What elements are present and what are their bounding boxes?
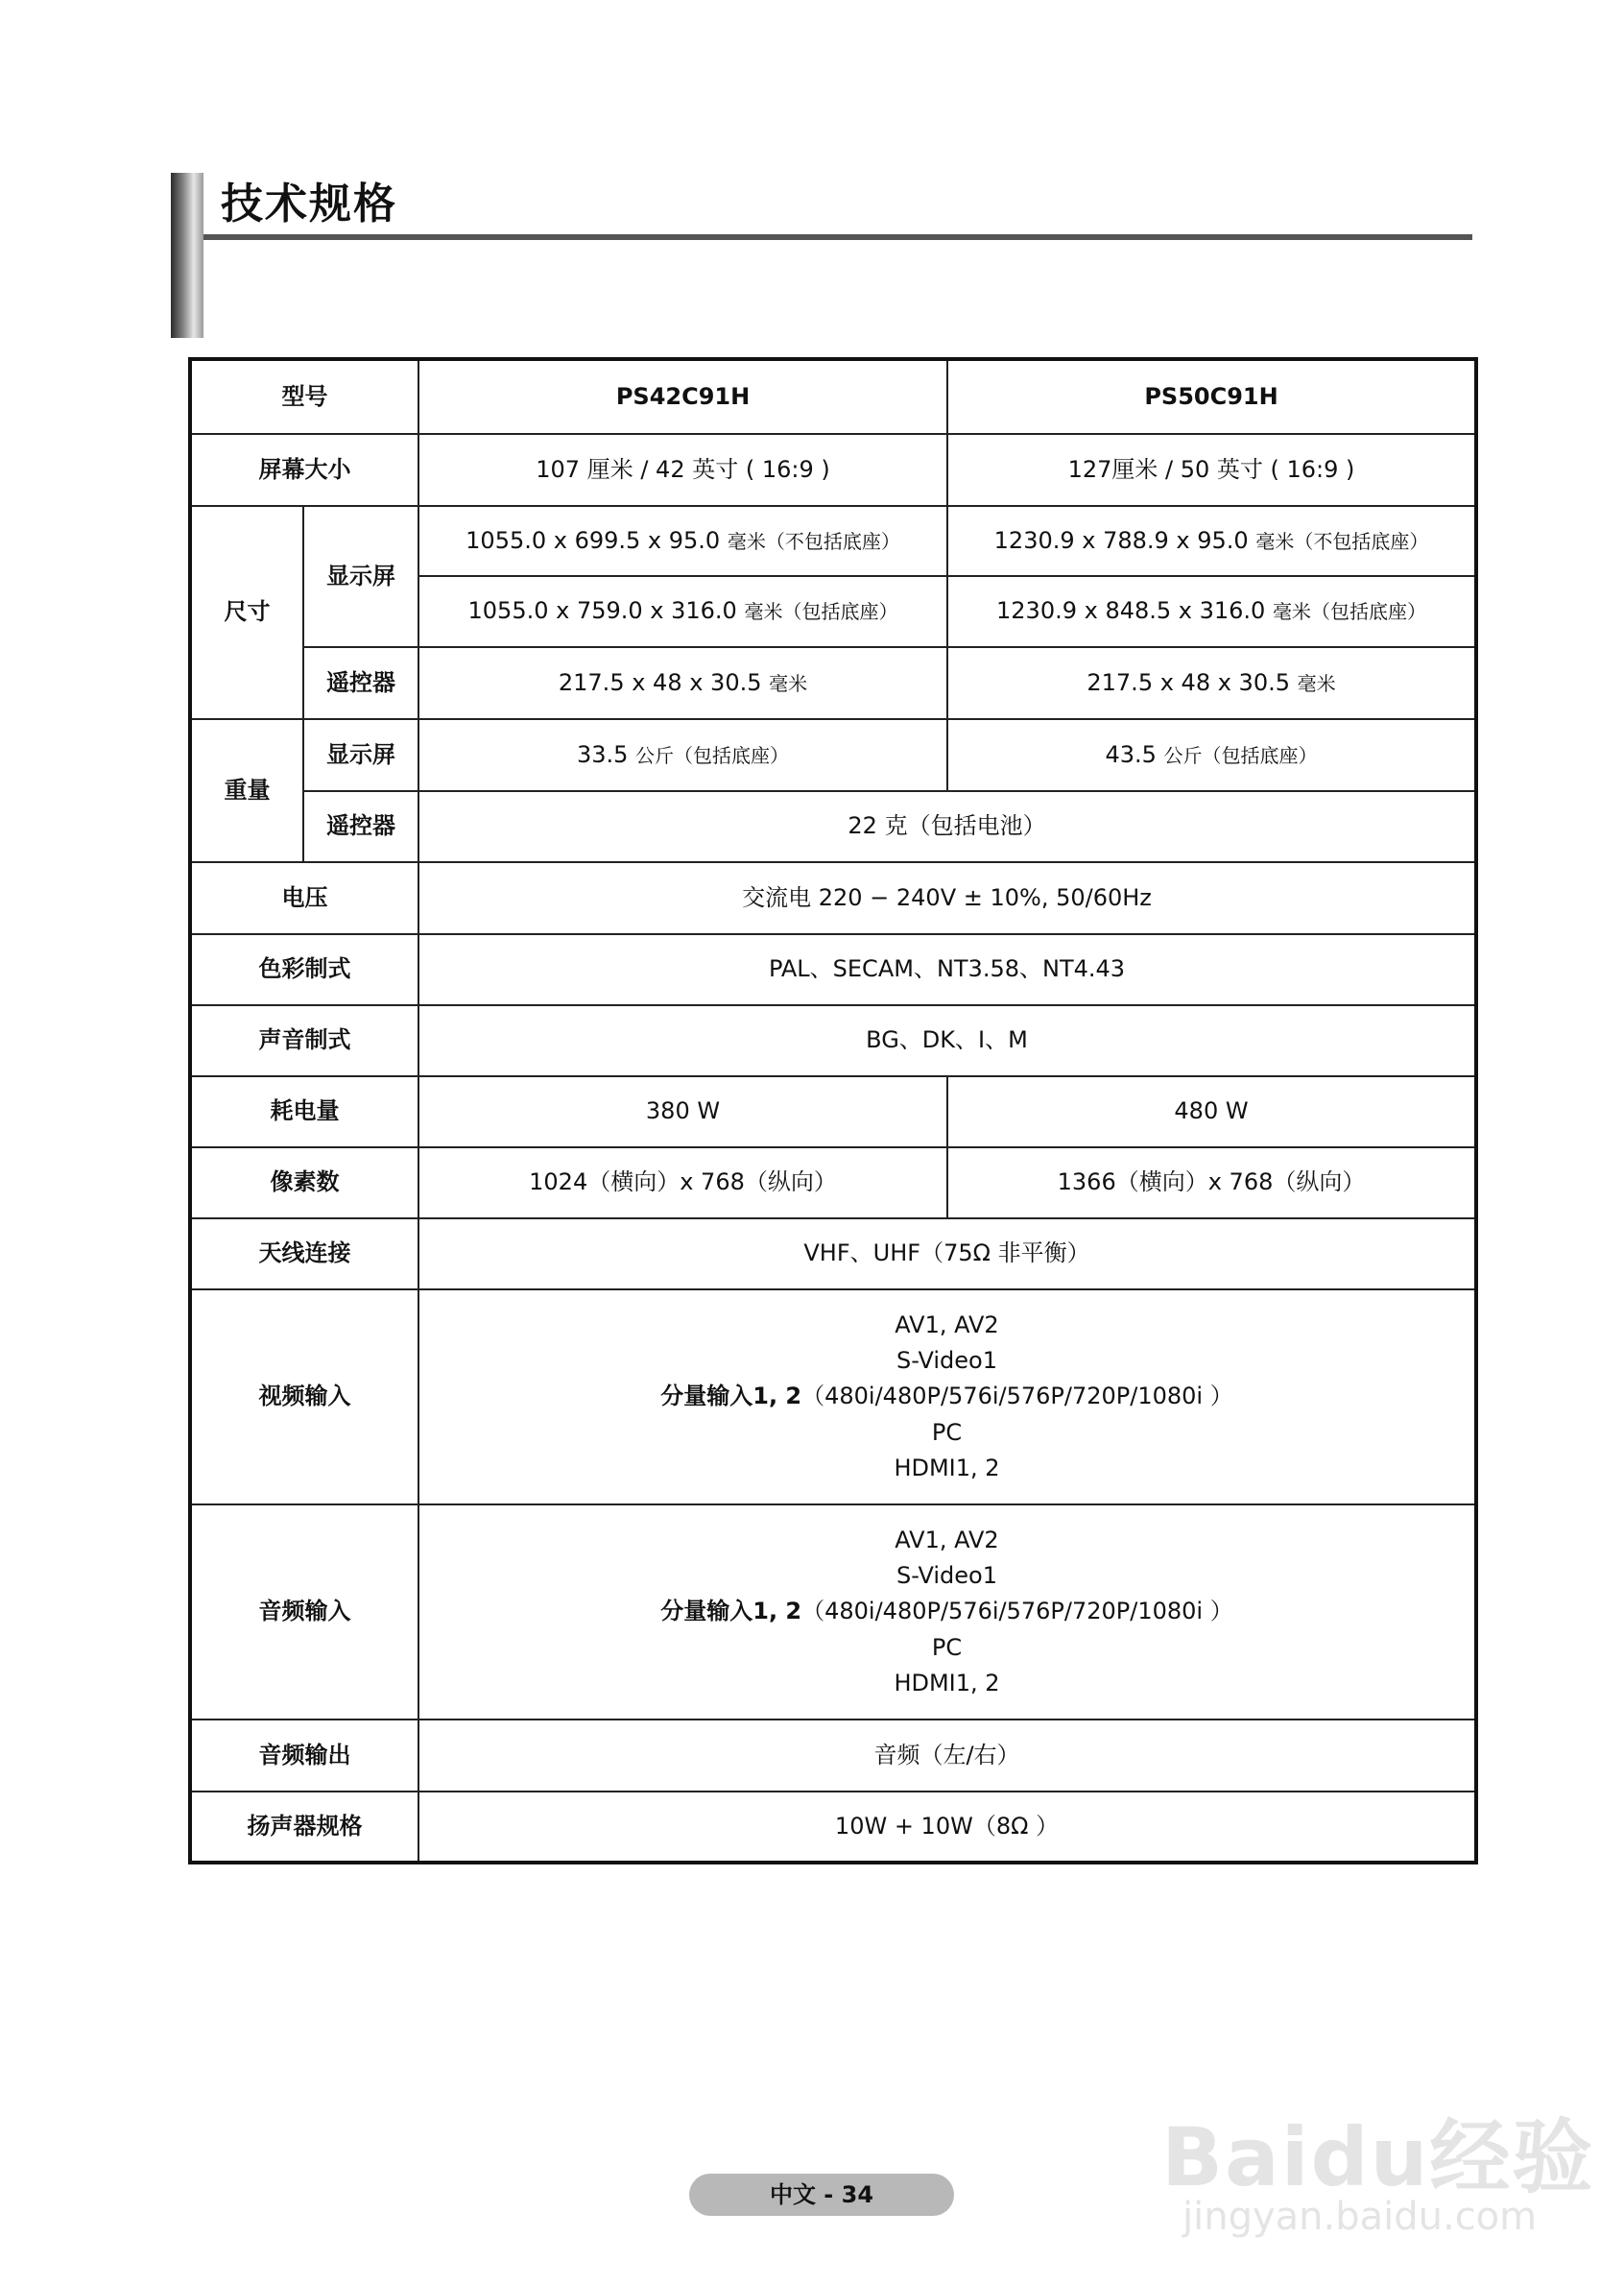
antenna-value: VHF、UHF（75Ω 非平衡） <box>418 1218 1476 1289</box>
baidu-watermark-logo: Baidu经验 <box>1161 2110 1595 2204</box>
antenna-label: 天线连接 <box>190 1218 418 1289</box>
weight-display-1: 33.5 公斤（包括底座） <box>418 719 947 791</box>
dimensions-no-stand-1: 1055.0 x 699.5 x 95.0 毫米（不包括底座） <box>418 506 947 576</box>
audio-input-hdmi: HDMI1, 2 <box>894 1669 1000 1696</box>
audio-input-svideo: S-Video1 <box>896 1562 997 1590</box>
table-row <box>190 647 1476 719</box>
pixels-label: 像素数 <box>190 1147 418 1218</box>
speaker-label: 扬声器规格 <box>190 1792 418 1863</box>
power-2: 480 W <box>947 1076 1476 1147</box>
screen-size-2: 127厘米 / 50 英寸 ( 16:9 ) <box>947 434 1476 506</box>
video-input-svideo: S-Video1 <box>896 1347 997 1375</box>
dimensions-label: 尺寸 <box>190 506 303 719</box>
sound-system-value: BG、DK、I、M <box>418 1005 1476 1076</box>
audio-output-value: 音频（左/右） <box>418 1720 1476 1792</box>
audio-input-label: 音频输入 <box>190 1504 418 1720</box>
table-row <box>190 1504 1476 1720</box>
page-number-footer: 中文 - 34 <box>689 2174 954 2216</box>
dimensions-remote-1: 217.5 x 48 x 30.5 毫米 <box>418 647 947 719</box>
dimensions-remote-label: 遥控器 <box>303 647 418 719</box>
page-title: 技术规格 <box>221 180 397 228</box>
audio-input-component: 分量输入1, 2（480i/480P/576i/576P/720P/1080i ） <box>660 1598 1233 1625</box>
power-label: 耗电量 <box>190 1076 418 1147</box>
speaker-value: 10W + 10W（8Ω ） <box>418 1792 1476 1863</box>
voltage-label: 电压 <box>190 862 418 934</box>
screen-size-1: 107 厘米 / 42 英寸 ( 16:9 ) <box>418 434 947 506</box>
video-input-label: 视频输入 <box>190 1289 418 1504</box>
table-row <box>190 1289 1476 1504</box>
pixels-2: 1366（横向）x 768（纵向） <box>947 1147 1476 1218</box>
model-1: PS42C91H <box>418 359 947 434</box>
dimensions-remote-2: 217.5 x 48 x 30.5 毫米 <box>947 647 1476 719</box>
screen-size-label: 屏幕大小 <box>190 434 418 506</box>
video-input-hdmi: HDMI1, 2 <box>894 1454 1000 1481</box>
table-row <box>190 791 1476 862</box>
dimensions-with-stand-1: 1055.0 x 759.0 x 316.0 毫米（包括底座） <box>418 576 947 647</box>
table-row <box>190 1218 1476 1289</box>
weight-label: 重量 <box>190 719 303 862</box>
table-row <box>190 934 1476 1005</box>
table-row <box>190 434 1476 506</box>
table-row <box>190 1792 1476 1863</box>
audio-output-label: 音频输出 <box>190 1720 418 1792</box>
weight-remote-label: 遥控器 <box>303 791 418 862</box>
model-label: 型号 <box>190 359 418 434</box>
table-row <box>190 862 1476 934</box>
table-row <box>190 1147 1476 1218</box>
voltage-value: 交流电 220 − 240V ± 10%, 50/60Hz <box>418 862 1476 934</box>
video-input-pc: PC <box>931 1418 963 1446</box>
audio-input-av: AV1, AV2 <box>895 1527 999 1554</box>
table-row <box>190 1076 1476 1147</box>
table-row <box>190 359 1476 434</box>
video-input-component: 分量输入1, 2（480i/480P/576i/576P/720P/1080i ） <box>660 1383 1233 1410</box>
dimensions-with-stand-2: 1230.9 x 848.5 x 316.0 毫米（包括底座） <box>947 576 1476 647</box>
audio-input-value <box>418 1504 1476 1720</box>
weight-display-2: 43.5 公斤（包括底座） <box>947 719 1476 791</box>
title-side-bar <box>171 173 203 338</box>
title-rule <box>203 234 1472 240</box>
table-row <box>190 506 1476 576</box>
table-row <box>190 1720 1476 1792</box>
dimensions-display-label: 显示屏 <box>303 506 418 647</box>
weight-remote-value: 22 克（包括电池） <box>418 791 1476 862</box>
baidu-watermark-url: jingyan.baidu.com <box>1182 2195 1538 2239</box>
spec-table <box>188 357 1478 1864</box>
color-system-label: 色彩制式 <box>190 934 418 1005</box>
sound-system-label: 声音制式 <box>190 1005 418 1076</box>
model-2: PS50C91H <box>947 359 1476 434</box>
color-system-value: PAL、SECAM、NT3.58、NT4.43 <box>418 934 1476 1005</box>
video-input-value <box>418 1289 1476 1504</box>
weight-display-label: 显示屏 <box>303 719 418 791</box>
power-1: 380 W <box>418 1076 947 1147</box>
table-row <box>190 719 1476 791</box>
video-input-av: AV1, AV2 <box>895 1311 999 1339</box>
dimensions-no-stand-2: 1230.9 x 788.9 x 95.0 毫米（不包括底座） <box>947 506 1476 576</box>
pixels-1: 1024（横向）x 768（纵向） <box>418 1147 947 1218</box>
table-row <box>190 1005 1476 1076</box>
audio-input-pc: PC <box>931 1633 963 1661</box>
